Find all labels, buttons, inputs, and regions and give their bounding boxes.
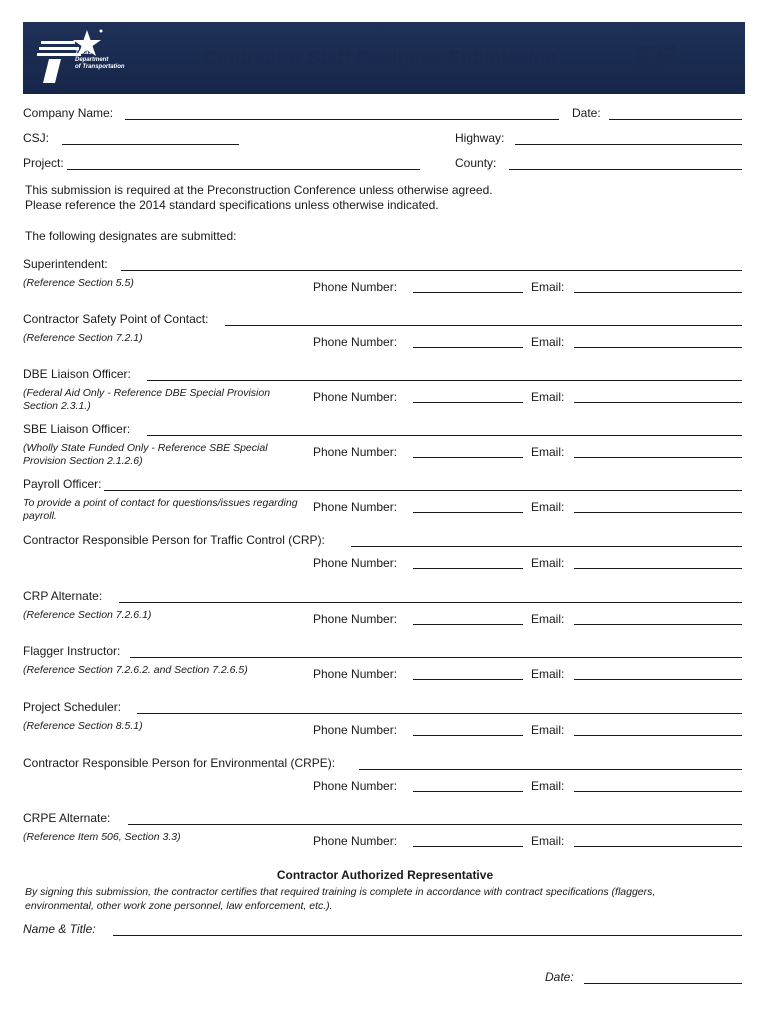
email-label: Email: bbox=[531, 779, 565, 793]
email-field[interactable] bbox=[574, 457, 742, 458]
designee-label: SBE Liaison Officer: bbox=[23, 422, 131, 436]
phone-label: Phone Number: bbox=[313, 612, 398, 626]
phone-field[interactable] bbox=[413, 292, 523, 293]
email-field[interactable] bbox=[574, 624, 742, 625]
email-field[interactable] bbox=[574, 679, 742, 680]
logo-line-3: of Transportation bbox=[75, 64, 125, 70]
designee-reference: (Reference Section 7.2.6.2. and Section 7.2.6.5) bbox=[23, 664, 248, 676]
phone-field[interactable] bbox=[413, 624, 523, 625]
designee-name-field[interactable] bbox=[351, 546, 742, 547]
project-label: Project: bbox=[23, 156, 64, 170]
signature-date-field[interactable] bbox=[584, 983, 742, 984]
designee-name-field[interactable] bbox=[128, 824, 742, 825]
designee-label: Project Scheduler: bbox=[23, 700, 122, 714]
designee-name-field[interactable] bbox=[359, 769, 742, 770]
highway-label: Highway: bbox=[455, 131, 505, 145]
date-label: Date: bbox=[572, 106, 601, 120]
email-field[interactable] bbox=[574, 292, 742, 293]
county-field[interactable] bbox=[509, 169, 742, 170]
phone-label: Phone Number: bbox=[313, 390, 398, 404]
email-field[interactable] bbox=[574, 512, 742, 513]
designee-label: Flagger Instructor: bbox=[23, 644, 121, 658]
phone-field[interactable] bbox=[413, 512, 523, 513]
authorized-heading: Contractor Authorized Representative bbox=[276, 868, 494, 882]
phone-label: Phone Number: bbox=[313, 556, 398, 570]
designee-reference: (Federal Aid Only - Reference DBE Special Provision Section 2.3.1.) bbox=[23, 387, 271, 412]
phone-field[interactable] bbox=[413, 568, 523, 569]
phone-field[interactable] bbox=[413, 679, 523, 680]
email-label: Email: bbox=[531, 280, 565, 294]
email-field[interactable] bbox=[574, 791, 742, 792]
email-field[interactable] bbox=[574, 347, 742, 348]
designates-text: The following designates are submitted: bbox=[25, 229, 237, 243]
phone-field[interactable] bbox=[413, 791, 523, 792]
phone-label: Phone Number: bbox=[313, 667, 398, 681]
phone-field[interactable] bbox=[413, 402, 523, 403]
email-label: Email: bbox=[531, 834, 565, 848]
designee-name-field[interactable] bbox=[119, 602, 742, 603]
email-field[interactable] bbox=[574, 568, 742, 569]
phone-label: Phone Number: bbox=[313, 834, 398, 848]
highway-field[interactable] bbox=[515, 144, 742, 145]
designee-reference: (Reference Section 7.2.6.1) bbox=[23, 609, 152, 621]
designee-reference: (Reference Section 8.5.1) bbox=[23, 720, 143, 732]
designee-label: Payroll Officer: bbox=[23, 477, 102, 491]
name-title-field[interactable] bbox=[113, 935, 742, 936]
designee-reference: (Reference Item 506, Section 3.3) bbox=[23, 831, 181, 843]
designee-reference: (Reference Section 5.5) bbox=[23, 277, 134, 289]
logo-text bbox=[75, 50, 135, 71]
intro-line-2: Please reference the 2014 standard specifications unless otherwise indicated. bbox=[25, 198, 439, 212]
email-label: Email: bbox=[531, 500, 565, 514]
email-label: Email: bbox=[531, 556, 565, 570]
phone-field[interactable] bbox=[413, 846, 523, 847]
designee-label: Contractor Responsible Person for Traffic Control (CRP): bbox=[23, 533, 325, 547]
form-number: Form 2795 bbox=[636, 44, 677, 53]
designee-label: Superintendent: bbox=[23, 257, 108, 271]
logo-line-1: Texas bbox=[75, 50, 92, 56]
email-label: Email: bbox=[531, 667, 565, 681]
designee-label: Contractor Responsible Person for Environmental (CRPE): bbox=[23, 756, 336, 770]
phone-label: Phone Number: bbox=[313, 335, 398, 349]
company-name-label: Company Name: bbox=[23, 106, 114, 120]
designee-reference: To provide a point of contact for questions/issues regarding payroll. bbox=[23, 497, 298, 522]
company-name-field[interactable] bbox=[125, 119, 559, 120]
designee-name-field[interactable] bbox=[121, 270, 742, 271]
form-revision: (rev. 10/20) bbox=[636, 53, 678, 62]
designee-name-field[interactable] bbox=[147, 380, 742, 381]
designee-label: CRP Alternate: bbox=[23, 589, 103, 603]
logo-line-2: Department bbox=[75, 57, 109, 63]
designee-label: DBE Liaison Officer: bbox=[23, 367, 131, 381]
designee-reference: (Wholly State Funded Only - Reference SBE Special Provision Section 2.1.2.6) bbox=[23, 442, 268, 467]
email-label: Email: bbox=[531, 612, 565, 626]
designee-reference: (Reference Section 7.2.1) bbox=[23, 332, 143, 344]
designee-name-field[interactable] bbox=[130, 657, 742, 658]
project-field[interactable] bbox=[67, 169, 420, 170]
intro-line-1: This submission is required at the Preconstruction Conference unless otherwise agreed. bbox=[25, 183, 493, 197]
county-label: County: bbox=[455, 156, 497, 170]
phone-label: Phone Number: bbox=[313, 445, 398, 459]
phone-field[interactable] bbox=[413, 735, 523, 736]
form-header bbox=[23, 22, 745, 94]
form-info bbox=[636, 44, 677, 71]
email-label: Email: bbox=[531, 723, 565, 737]
designee-name-field[interactable] bbox=[104, 490, 742, 491]
name-title-label: Name & Title: bbox=[23, 922, 96, 936]
page-indicator: Page of bbox=[636, 62, 665, 71]
phone-label: Phone Number: bbox=[313, 779, 398, 793]
certification-text: By signing this submission, the contractor certifies that required training is complete in accordance with contract specifications (flaggers, environmental, other work zone personnel, law enforcement, etc.). bbox=[25, 886, 656, 912]
phone-label: Phone Number: bbox=[313, 500, 398, 514]
designee-name-field[interactable] bbox=[147, 435, 742, 436]
email-label: Email: bbox=[531, 335, 565, 349]
designee-name-field[interactable] bbox=[225, 325, 742, 326]
intro-text bbox=[25, 183, 493, 213]
form-title: Contractor Staff Designee Submission bbox=[203, 48, 558, 69]
date-field[interactable] bbox=[609, 119, 742, 120]
email-label: Email: bbox=[531, 390, 565, 404]
email-field[interactable] bbox=[574, 846, 742, 847]
phone-field[interactable] bbox=[413, 457, 523, 458]
designee-name-field[interactable] bbox=[137, 713, 742, 714]
phone-label: Phone Number: bbox=[313, 280, 398, 294]
designee-label: Contractor Safety Point of Contact: bbox=[23, 312, 209, 326]
email-field[interactable] bbox=[574, 402, 742, 403]
email-label: Email: bbox=[531, 445, 565, 459]
email-field[interactable] bbox=[574, 735, 742, 736]
csj-label: CSJ: bbox=[23, 131, 50, 145]
designee-label: CRPE Alternate: bbox=[23, 811, 111, 825]
phone-field[interactable] bbox=[413, 347, 523, 348]
signature-date-label: Date: bbox=[545, 970, 574, 984]
phone-label: Phone Number: bbox=[313, 723, 398, 737]
csj-field[interactable] bbox=[62, 144, 239, 145]
